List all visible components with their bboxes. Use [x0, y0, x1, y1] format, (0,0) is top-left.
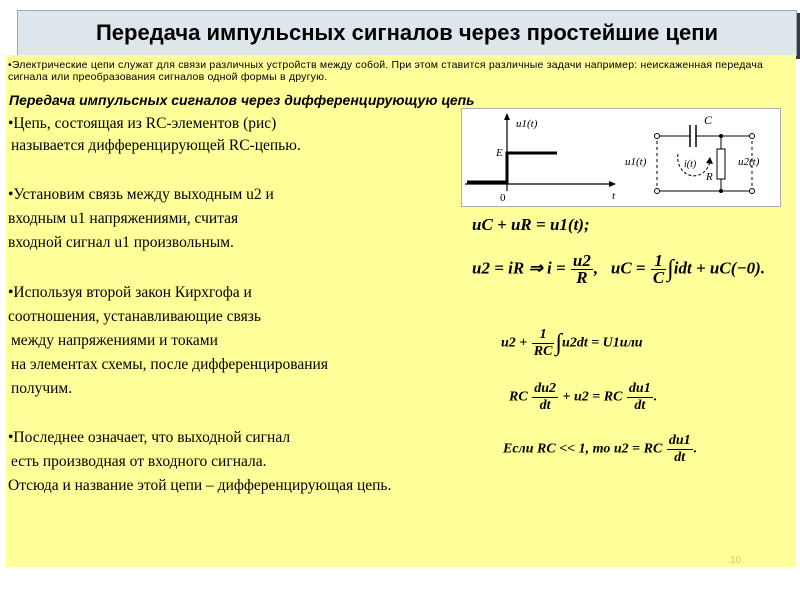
input-terminal-icon	[655, 189, 660, 194]
x-arrow-icon	[609, 181, 616, 187]
formula-part: i =	[546, 258, 566, 278]
formula-relations: u2 = iR ⇒ i = $\frac{u2}{R}$ , uC = $\frac{1}{C}$ ∫idt + uC(−0).	[472, 251, 766, 287]
integral-icon: ∫	[555, 330, 563, 356]
body-line: входной сигнал u1 произвольным.	[8, 234, 234, 251]
fraction: $\frac{du2}{dt}$	[534, 381, 556, 413]
output-terminal-icon	[750, 189, 755, 194]
body-line: •Последнее означает, что выходной сигнал	[8, 429, 291, 446]
formula-part: u2dt = U1или	[562, 335, 643, 351]
formula-part: u2 = iR	[472, 258, 525, 278]
body-line: входным u1 напряжениями, считая	[8, 210, 239, 227]
fraction: $\frac{1}{RC}$	[533, 327, 553, 359]
graph-y-label: u1(t)	[516, 118, 538, 130]
formula-kirchhoff: uC + uR = u1(t);	[472, 215, 590, 234]
body-line: на элементах схемы, после дифференцирования	[11, 356, 328, 373]
content-panel	[6, 55, 796, 567]
formula-part: Если RC << 1, то u2 = RC	[503, 441, 663, 457]
implies-arrow-icon: ⇒	[528, 258, 543, 278]
circuit-diagram	[462, 109, 780, 206]
integral-icon: ∫	[667, 256, 674, 282]
body-line: есть производная от входного сигнала.	[11, 453, 267, 470]
title-bar	[17, 10, 797, 56]
node-dot-icon	[719, 189, 723, 193]
fraction: $\frac{1}{C}$	[652, 251, 665, 287]
body-line: •Используя второй закон Кирхгофа и	[8, 284, 252, 301]
circuit-current-label: i(t)	[684, 159, 697, 170]
input-terminal-icon	[655, 134, 660, 139]
resistor-label: R	[706, 171, 713, 183]
step-signal-line	[467, 153, 557, 182]
body-line: между напряжениями и токами	[11, 332, 218, 349]
capacitor-label: C	[704, 113, 713, 127]
page-number: 10	[730, 555, 742, 566]
circuit-input-label: u1(t)	[625, 156, 647, 168]
y-arrow-icon	[504, 113, 510, 120]
formula-differential-equation: RC $\frac{du2}{dt}$ + u2 = RC $\frac{du1}{dt}$ .	[509, 381, 658, 413]
circuit-output-label: u2(t)	[738, 156, 760, 168]
output-terminal-icon	[750, 134, 755, 139]
body-line: получим.	[11, 380, 73, 397]
fraction: $\frac{du1}{dt}$	[668, 433, 691, 465]
formula-part: u2 +	[501, 335, 528, 351]
circuit-figure	[461, 108, 781, 207]
formula-part: idt + uC(−0).	[673, 258, 766, 278]
formula-part: uC =	[610, 258, 646, 278]
resistor-body	[717, 149, 725, 179]
body-line: называется дифференцирующей RC-цепью.	[11, 137, 301, 154]
body-line: •Цепь, состоящая из RC-элементов (рис)	[8, 115, 277, 132]
graph-x-label: t	[612, 190, 616, 202]
current-arrowhead-icon	[706, 157, 713, 164]
intro-text: •Электрические цепи служат для связи различных устройств между собой. При этом ставится различные задачи например: неискаженная передача сигнала или преобразования сигналов одной формы в другую.	[8, 59, 764, 83]
fraction: $\frac{du1}{dt}$	[628, 381, 651, 413]
body-line: •Установим связь между выходным u2 и	[8, 186, 274, 203]
slide-title: Передача импульсных сигналов через простейшие цепи	[95, 20, 719, 45]
graph-origin-label: 0	[500, 192, 506, 204]
node-dot-icon	[719, 134, 723, 138]
body-line: соотношения, устанавливающие связь	[8, 308, 261, 325]
formula-part: + u2 = RC	[562, 389, 623, 405]
body-line: Отсюда и название этой цепи – дифференцирующая цепь.	[8, 477, 392, 494]
graph-level-label: E	[496, 147, 503, 159]
formula-approximation: Если RC << 1, то u2 = RC $\frac{du1}{dt}$ .	[503, 433, 698, 465]
section-subheading: Передача импульсных сигналов через дифференцирующую цепь	[9, 92, 475, 108]
formula-part: RC	[509, 389, 528, 405]
formula-integral-equation	[501, 327, 643, 360]
fraction: $\frac{u2}{R}$	[572, 251, 591, 287]
